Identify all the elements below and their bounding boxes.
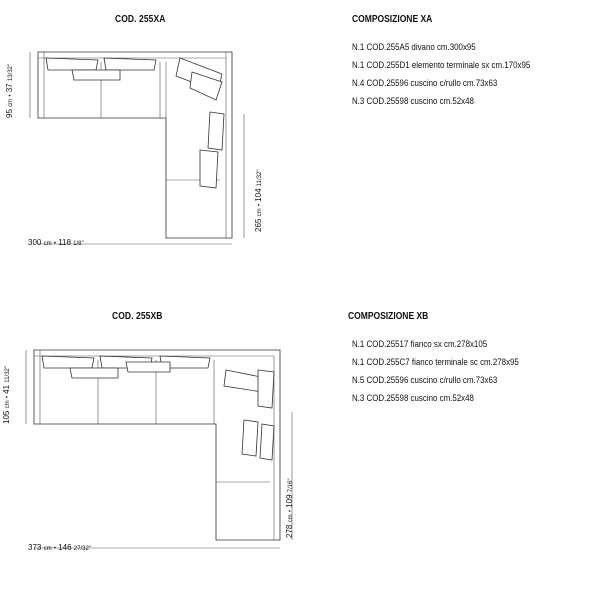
- xa-item-1: N.1 COD.255A5 divano cm.300x95: [352, 42, 476, 52]
- xb-length-dimension: 278 cm • 109 7/16": [285, 478, 294, 538]
- xb-composition-title: COMPOSIZIONE XB: [348, 311, 429, 322]
- xa-width-dimension: 300 cm • 118 1/8": [28, 238, 84, 247]
- xb-item-4: N.3 COD.25598 cuscino cm.52x48: [352, 393, 474, 403]
- xa-item-2: N.1 COD.255D1 elemento terminale sx cm.170x95: [352, 60, 531, 70]
- xb-width-dimension: 373 cm • 146 27/32": [28, 543, 91, 552]
- xb-item-2: N.1 COD.255C7 fianco terminale sc cm.278x95: [352, 357, 519, 367]
- xa-composition-title: COMPOSIZIONE XA: [352, 14, 433, 25]
- xa-depth-dimension: 95 cm • 37 13/32": [5, 63, 14, 118]
- xb-depth-dimension: 105 cm • 41 11/32": [2, 365, 11, 424]
- xb-item-1: N.1 COD.25517 fianco sx cm.278x105: [352, 339, 488, 349]
- xa-item-3: N.4 COD.25596 cuscino c/rullo cm.73x63: [352, 78, 498, 88]
- xa-length-dimension: 265 cm • 104 11/32": [254, 169, 263, 232]
- xa-code-title: COD. 255XA: [115, 14, 166, 25]
- xb-code-title: COD. 255XB: [112, 311, 163, 322]
- xa-item-4: N.3 COD.25598 cuscino cm.52x48: [352, 96, 474, 106]
- xb-item-3: N.5 COD.25596 cuscino c/rullo cm.73x63: [352, 375, 498, 385]
